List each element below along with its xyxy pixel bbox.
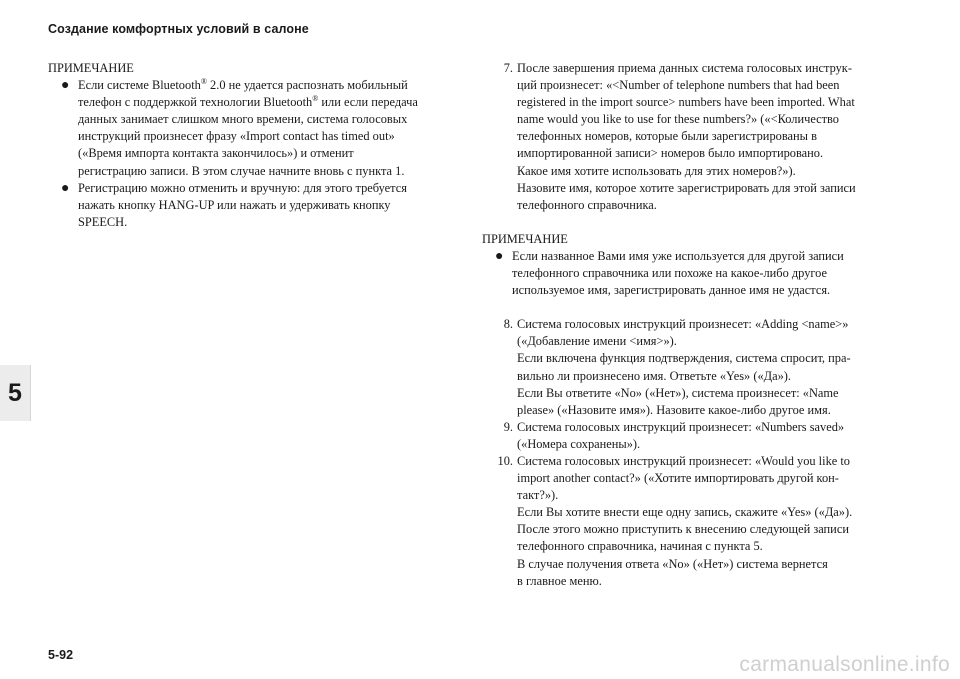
text-line: import another contact?» («Хотите импортировать другой кон- <box>517 471 839 486</box>
text-line: нажать кнопку HANG-UP или нажать и удерживать кнопку <box>78 197 391 212</box>
note-bullet-list <box>48 77 458 231</box>
registered-mark: ® <box>200 77 207 87</box>
step-number: 8. <box>503 317 513 332</box>
step-list-part2 <box>482 316 912 590</box>
watermark-text: carmanualsonline.info <box>739 653 950 676</box>
page-header-title: Создание комфортных условий в салоне <box>48 22 309 36</box>
text-line: телефонного справочника. <box>517 197 657 212</box>
text-line: импортированной записи> номеров было импортировано. <box>517 146 824 161</box>
text-line: Система голосовых инструкций произнесет: «Would you like to <box>517 453 850 468</box>
bullet-dot-icon: ● <box>61 78 70 94</box>
text-line: После завершения приема данных система голосовых инструк- <box>517 61 852 75</box>
text-line: Регистрацию можно отменить и вручную: для этого требуется <box>78 180 407 195</box>
text-line: ций произнесет: «<Number of telephone numbers that had been <box>517 78 840 93</box>
text-line: После этого можно приступить к внесению следующей записи <box>517 522 849 537</box>
spacer <box>482 299 912 316</box>
step-item-10 <box>482 453 912 590</box>
note-bullet-item <box>48 180 458 231</box>
text-line: name would you like to use for these numbers?» («<Количество <box>517 112 839 127</box>
text-line: Если Вы хотите внести еще одну запись, скажите «Yes» («Да»). <box>517 505 853 520</box>
bullet-dot-icon: ● <box>495 248 504 264</box>
text-line: телефонного справочника или похоже на какое-либо другое <box>512 266 828 281</box>
text-line: Если Вы ответите «No» («Нет»), система произнесет: «Name <box>517 385 839 400</box>
note-bullet-list <box>482 248 912 299</box>
step-number: 10. <box>497 453 513 468</box>
text-line: Система голосовых инструкций произнесет: «Numbers saved» <box>517 419 845 434</box>
text-line: Если названное Вами имя уже используется для другой записи <box>512 248 844 263</box>
text-line: Если системе Bluetooth® 2.0 не удается распознать мобильный <box>78 77 408 93</box>
text-line: инструкций произнесет фразу «Import contact has timed out» <box>78 129 395 144</box>
text-line: («Время импорта контакта закончилось») и отменит <box>78 146 354 161</box>
text-line: телефон с поддержкой технологии Bluetooth® или если передача <box>78 94 418 110</box>
text-line: вильно ли произнесено имя. Ответьте «Yes» («Да»). <box>517 368 792 383</box>
step-item-7 <box>482 60 912 214</box>
text-line: телефонных номеров, которые были зарегистрированы в <box>517 129 817 144</box>
left-column <box>48 60 458 231</box>
text-line: данных занимает слишком много времени, система голосовых <box>78 112 408 127</box>
bullet-dot-icon: ● <box>61 180 70 196</box>
text-line: используемое имя, зарегистрировать данное имя не удастся. <box>512 283 831 298</box>
spacer <box>482 214 912 231</box>
text-line: в главное меню. <box>517 573 602 588</box>
text-line: такт?»). <box>517 488 559 503</box>
chapter-tab <box>0 365 31 421</box>
step-item-9 <box>482 419 912 453</box>
chapter-tab-label: 5 <box>8 378 22 407</box>
text-line: registered in the import source> numbers have been imported. What <box>517 95 855 110</box>
text-line: please» («Назовите имя»). Назовите какое-либо другое имя. <box>517 402 831 417</box>
note-bullet-item <box>48 77 458 180</box>
note-heading: ПРИМЕЧАНИЕ <box>48 61 134 75</box>
text-line: Какое имя хотите использовать для этих номеров?»). <box>517 163 796 178</box>
step-item-8 <box>482 316 912 419</box>
text-line: («Номера сохранены»). <box>517 436 641 451</box>
step-number: 9. <box>503 419 513 434</box>
text-line: регистрацию записи. В этом случае начните вновь с пункта 1. <box>78 163 405 178</box>
text-line: («Добавление имени <имя>»). <box>517 334 677 349</box>
note-bullet-item <box>482 248 912 299</box>
text-line: Назовите имя, которое хотите зарегистрировать для этой записи <box>517 180 856 195</box>
step-list-part1 <box>482 60 912 214</box>
text-line: SPEECH. <box>78 214 128 229</box>
text-line: Если включена функция подтверждения, система спросит, пра- <box>517 351 851 366</box>
note-heading: ПРИМЕЧАНИЕ <box>482 231 568 246</box>
text-line: телефонного справочника, начиная с пункта 5. <box>517 539 763 554</box>
text-line: Система голосовых инструкций произнесет: «Adding <name>» <box>517 317 849 332</box>
text-line: В случае получения ответа «No» («Нет») система вернется <box>517 556 828 571</box>
registered-mark: ® <box>312 94 319 104</box>
right-column <box>482 60 912 590</box>
page-number: 5-92 <box>48 648 74 662</box>
step-number: 7. <box>503 61 513 75</box>
